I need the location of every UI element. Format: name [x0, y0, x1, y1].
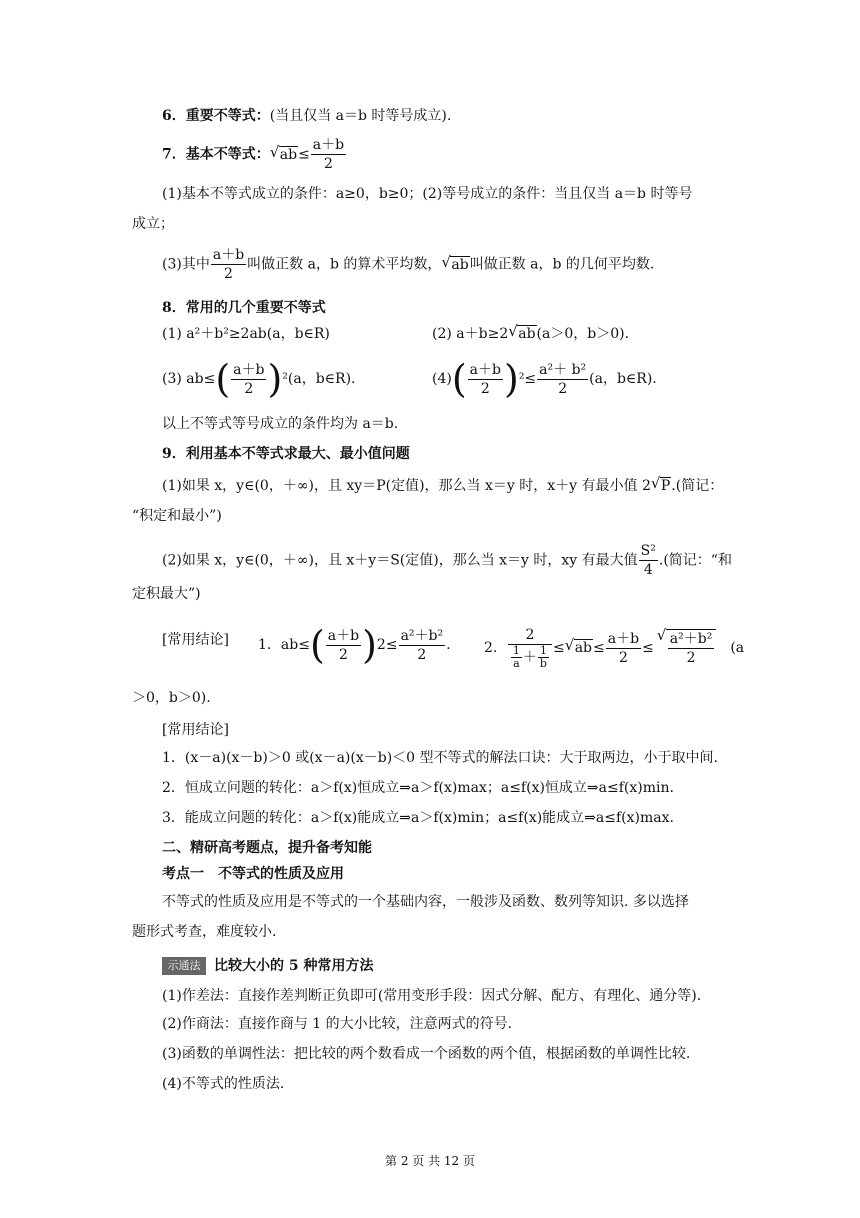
- c2-end: (a: [730, 640, 745, 656]
- c2-a: 2．: [484, 640, 507, 656]
- frac-den: $\frac{1}{a}$ ＋ $\frac{1}{b}$: [512, 644, 547, 670]
- item-7-label: 7．基本不等式：: [162, 146, 270, 163]
- frac-den: 2: [224, 266, 233, 282]
- conclusion-b-1: 1．(x－a)(x－b)＞0 或(x－a)(x－b)＜0 型不等式的解法口诀：大于取两边，小于取中间.: [162, 750, 718, 766]
- ineq-4-mid: ²≤: [518, 371, 537, 387]
- kaodian-1-title: 考点一 不等式的性质及应用: [162, 866, 344, 882]
- item-9-title: 9．利用基本不等式求最大、最小值问题: [162, 446, 410, 462]
- c1-end: .: [446, 637, 451, 653]
- q1-b: .(简记：: [671, 478, 724, 494]
- ineq-1: (1) a²＋b²≥2ab(a，b∈R): [162, 326, 330, 342]
- frac-num: a＋b: [233, 361, 265, 378]
- tongfa-badge-icon: 示通法: [162, 957, 206, 975]
- item-7: [162, 136, 347, 173]
- frac-num: 1: [512, 644, 520, 657]
- method-3: (3)函数的单调性法：把比较的两个数看成一个函数的两个值，根据函数的单调性比较.: [162, 1046, 691, 1062]
- le-sign: ≤: [642, 640, 654, 656]
- fraction: [399, 627, 446, 664]
- frac-den: 2: [323, 156, 333, 172]
- left-paren: (: [451, 357, 467, 401]
- conclusion-b-3: 3．能成立问题的转化：a＞f(x)能成立⇒a＞f(x)min；a≤f(x)能成立⇒a≤f(x)max.: [162, 810, 674, 826]
- c1-a: 1．ab≤: [258, 637, 310, 653]
- method-2: (2)作商法：直接作商与 1 的大小比较，注意两式的符号.: [162, 1016, 513, 1032]
- le-sign: ≤: [298, 146, 310, 163]
- sqrt-ab: √ ab: [574, 639, 593, 656]
- p3-post: 叫做正数 a，b 的几何平均数.: [469, 256, 655, 273]
- frac-den: 2: [480, 380, 490, 397]
- ineq-4-a: (4): [432, 371, 452, 387]
- fraction: [468, 361, 503, 398]
- frac-den: 4: [643, 562, 653, 578]
- conclusion-a-1: [258, 623, 451, 667]
- intro-line-2: 题形式考查，难度较小.: [132, 924, 277, 940]
- method-title: 比较大小的 5 种常用方法: [214, 958, 374, 974]
- frac-den: 2: [244, 380, 254, 397]
- sqrt-ab: √ ab: [450, 256, 469, 273]
- conclusion-a-tail: ＞0，b＞0).: [132, 690, 211, 706]
- frac-den: a: [513, 657, 520, 670]
- ineq-2-a: (2) a＋b≥2: [432, 326, 509, 342]
- item-6-label: 6．重要不等式：: [162, 108, 270, 124]
- frac-num: a＋b: [212, 247, 245, 263]
- ineq-4-b: (a，b∈R).: [589, 371, 657, 387]
- frac-den: 2: [618, 649, 628, 666]
- conclusion-tag-a: [常用结论]: [162, 632, 229, 648]
- frac-num: √ a²＋b²: [669, 630, 713, 647]
- condition-line-1: (1)基本不等式成立的条件：a≥0，b≥0；(2)等号成立的条件：当且仅当 a＝b 时等号: [162, 186, 693, 202]
- item-6: [162, 106, 451, 126]
- q1-line-2: “积定和最小”): [132, 508, 222, 524]
- ineq-3: [162, 357, 356, 401]
- left-paren: (: [309, 623, 325, 667]
- conclusion-tag-b: [常用结论]: [162, 722, 229, 738]
- condition-line-2: 成立；: [132, 216, 174, 232]
- le-sign: ≤: [552, 640, 565, 656]
- item-6-text: (当且仅当 a＝b 时等号成立).: [269, 108, 452, 124]
- frac-num: a＋b: [312, 137, 345, 153]
- method-1: (1)作差法：直接作差判断正负即可(常用变形手段：因式分解、配方、有理化、通分等).: [162, 988, 702, 1004]
- fraction: [326, 627, 361, 664]
- ineq-3-a: (3) ab≤: [162, 371, 216, 387]
- intro-line-1: 不等式的性质及应用是不等式的一个基础内容，一般涉及函数、数列等知识. 多以选择: [162, 894, 689, 910]
- frac-den: 2: [686, 649, 696, 666]
- conclusion-b-2: 2．恒成立问题的转化：a＞f(x)恒成立⇒a＞f(x)max；a≤f(x)恒成立⇒a≤f(x)min.: [162, 780, 674, 796]
- right-paren: ): [267, 357, 283, 401]
- fraction: [231, 361, 266, 398]
- frac-den: 2: [338, 646, 348, 663]
- fraction: [537, 361, 588, 398]
- equality-condition: 以上不等式等号成立的条件均为 a＝b.: [162, 416, 399, 432]
- method-4: (4)不等式的性质法.: [162, 1076, 285, 1092]
- frac-num: 1: [538, 645, 549, 658]
- ineq-3-b: ²(a，b∈R).: [282, 371, 356, 387]
- sqrt-ab: √ ab: [279, 146, 298, 163]
- frac-den: 2: [417, 646, 427, 663]
- section-2-title: 二、精研高考题点，提升备考知能: [162, 840, 372, 856]
- item-8-title: 8．常用的几个重要不等式: [162, 300, 326, 316]
- fraction-mean: [311, 136, 346, 173]
- frac-den: 2: [558, 380, 568, 397]
- conclusion-a-2: [484, 626, 744, 670]
- ineq-4: [432, 357, 657, 401]
- p3-pre: (3)其中: [162, 256, 210, 273]
- ineq-2: [432, 324, 629, 344]
- right-paren: ): [503, 357, 519, 401]
- frac-num: 2: [508, 626, 552, 645]
- sqrt-p: √ P: [660, 477, 671, 494]
- method-header: [162, 956, 374, 976]
- page-footer: 第 2 页 共 12 页: [385, 1154, 475, 1168]
- fraction-arith-mean: [211, 246, 246, 283]
- harmonic-fraction: [508, 626, 552, 670]
- q1-a: (1)如果 x，y∈(0，＋∞)，且 xy＝P(定值)，那么当 x＝y 时，x＋y 有最小值 2: [162, 478, 651, 494]
- p3-mid: 叫做正数 a，b 的算术平均数，: [247, 256, 442, 273]
- q2-a: (2)如果 x，y∈(0，＋∞)，且 x＋y＝S(定值)，那么当 x＝y 时，xy 有最大值: [162, 552, 638, 569]
- frac-num: a＋b: [469, 361, 501, 378]
- item-7-3: [162, 246, 654, 283]
- sqrt-fraction: [666, 629, 717, 667]
- q2-line-2: 定积最大”): [132, 586, 201, 602]
- sqrt-ab: √ ab: [517, 325, 536, 342]
- right-paren: ): [362, 623, 377, 667]
- left-paren: (: [215, 357, 231, 401]
- fraction-s2-4: [639, 542, 658, 579]
- frac-num: a＋b: [607, 630, 640, 647]
- frac-den: b: [539, 657, 547, 670]
- frac-num: a²＋b²: [400, 627, 444, 644]
- q2-b: .(简记：“和: [658, 552, 732, 569]
- frac-num: a²＋ b²: [539, 361, 587, 378]
- fraction: [606, 630, 641, 667]
- c1-mid: 2≤: [376, 637, 398, 653]
- frac-num: a＋b: [327, 627, 360, 644]
- le-sign: ≤: [593, 640, 605, 656]
- frac-num: S²: [640, 543, 656, 559]
- q2-line-1: [162, 542, 732, 579]
- ineq-2-b: (a＞0，b＞0).: [536, 326, 630, 342]
- q1-line-1: [162, 476, 723, 496]
